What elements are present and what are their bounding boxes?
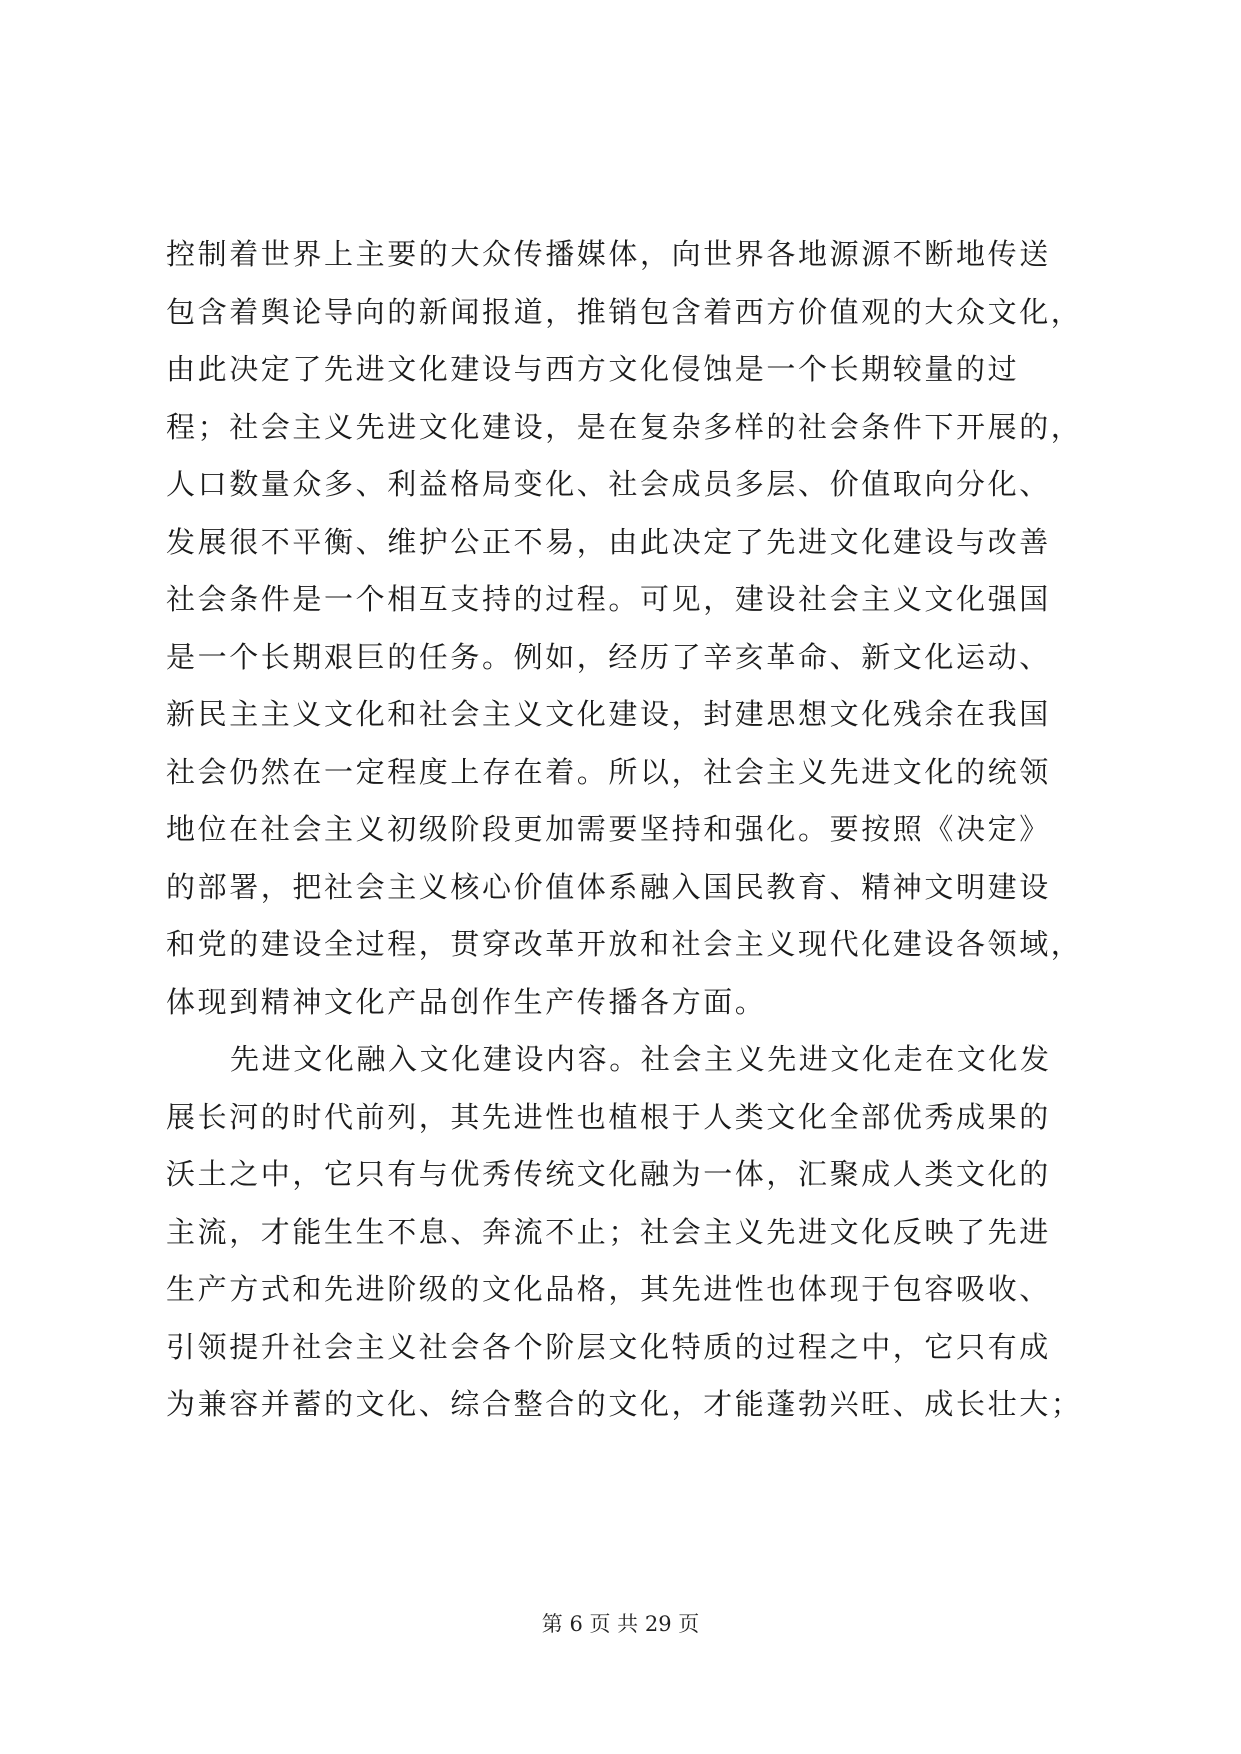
text-line: 人口数量众多、利益格局变化、社会成员多层、价值取向分化、 [166,467,1051,501]
text-line: 程；社会主义先进文化建设，是在复杂多样的社会条件下开展的， [166,409,1083,444]
text-line: 发展很不平衡、维护公正不易，由此决定了先进文化建设与改善 [166,524,1051,559]
text-line: 新民主主义文化和社会主义文化建设，封建思想文化残余在我国 [166,697,1051,731]
text-line: 和党的建设全过程，贯穿改革开放和社会主义现代化建设各领域， [166,927,1083,961]
page-number-footer: 第 6 页 共 29 页 [541,1612,700,1636]
text-line: 是一个长期艰巨的任务。例如，经历了辛亥革命、新文化运动、 [166,639,1051,674]
paragraph-start-line: 先进文化融入文化建设内容。社会主义先进文化走在文化发 [230,1042,1052,1076]
text-line: 地位在社会主义初级阶段更加需要坚持和强化。要按照《决定》 [166,812,1051,846]
text-line: 主流，才能生生不息、奔流不止；社会主义先进文化反映了先进 [166,1214,1051,1249]
text-line: 控制着世界上主要的大众传播媒体，向世界各地源源不断地传送 [166,237,1051,271]
text-line: 引领提升社会主义社会各个阶层文化特质的过程之中，它只有成 [166,1329,1051,1364]
text-line: 沃土之中，它只有与优秀传统文化融为一体，汇聚成人类文化的 [166,1157,1051,1191]
text-line: 体现到精神文化产品创作生产传播各方面。 [166,984,767,1019]
text-line: 的部署，把社会主义核心价值体系融入国民教育、精神文明建设 [166,869,1051,904]
text-line: 由此决定了先进文化建设与西方文化侵蚀是一个长期较量的过 [166,352,1020,386]
text-line: 展长河的时代前列，其先进性也植根于人类文化全部优秀成果的 [166,1099,1051,1134]
body-text [166,226,1106,1434]
text-line: 包含着舆论导向的新闻报道，推销包含着西方价值观的大众文化， [166,294,1083,329]
text-line: 生产方式和先进阶级的文化品格，其先进性也体现于包容吸收、 [166,1272,1051,1306]
text-line: 社会条件是一个相互支持的过程。可见，建设社会主义文化强国 [166,582,1051,616]
text-line: 为兼容并蓄的文化、综合整合的文化，才能蓬勃兴旺、成长壮大； [166,1387,1083,1421]
text-line: 社会仍然在一定程度上存在着。所以，社会主义先进文化的统领 [166,754,1051,789]
